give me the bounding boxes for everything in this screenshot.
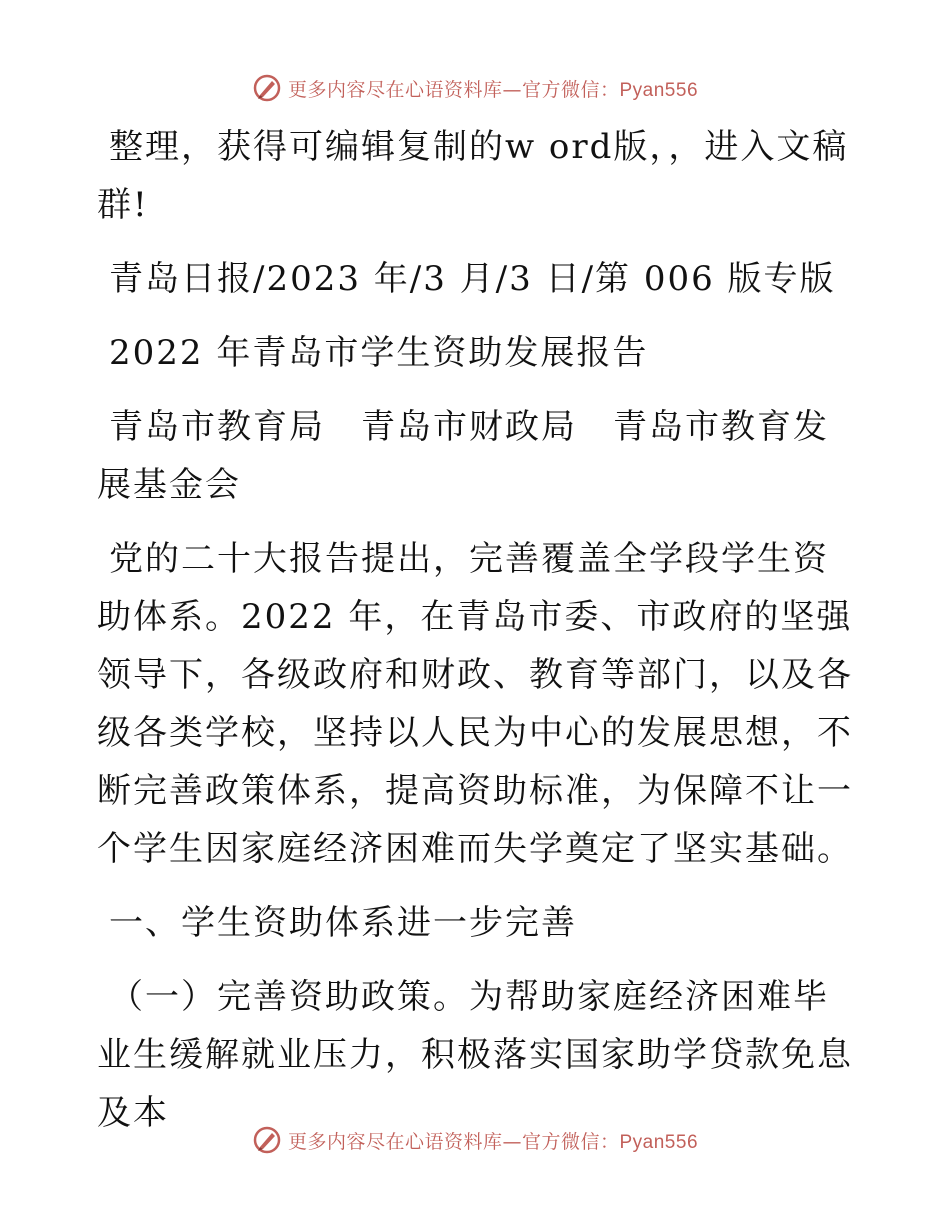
paragraph-subsection: （一）完善资助政策。为帮助家庭经济困难毕业生缓解就业压力，积极落实国家助学贷款免息及本 xyxy=(97,977,853,1133)
pen-logo-icon xyxy=(252,1125,282,1155)
paragraph-title: 2022 年青岛市学生资助发展报告 xyxy=(109,333,649,373)
paragraph-authors: 青岛市教育局 青岛市财政局 青岛市教育发展基金会 xyxy=(97,407,829,505)
watermark-banner-top xyxy=(0,68,950,108)
document-body xyxy=(97,118,857,1158)
watermark-text: 更多内容尽在心语资料库—官方微信： xyxy=(287,78,620,101)
paragraph-body: 党的二十大报告提出，完善覆盖全学段学生资助体系。2022 年，在青岛市委、市政府的坚强领导下，各级政府和财政、教育等部门，以及各级各类学校，坚持以人民为中心的发展思想，不断完善政策体系，提高资助标准，为保障不让一个学生因家庭经济困难而失学奠定了坚实基础。 xyxy=(97,539,853,869)
pen-logo-icon xyxy=(252,73,282,103)
watermark-text: 更多内容尽在心语资料库—官方微信： xyxy=(287,1130,620,1153)
paragraph-intro: 整理，获得可编辑复制的w ord版，，进入文稿群! xyxy=(97,127,849,225)
paragraph-section-heading: 一、学生资助体系进一步完善 xyxy=(109,903,577,943)
paragraph-source: 青岛日报/2023 年/3 月/3 日/第 006 版专版 xyxy=(109,259,836,299)
watermark-wechat-id: Pyan556 xyxy=(619,79,699,101)
watermark-wechat-id: Pyan556 xyxy=(619,1131,699,1153)
watermark-banner-bottom xyxy=(0,1120,950,1160)
